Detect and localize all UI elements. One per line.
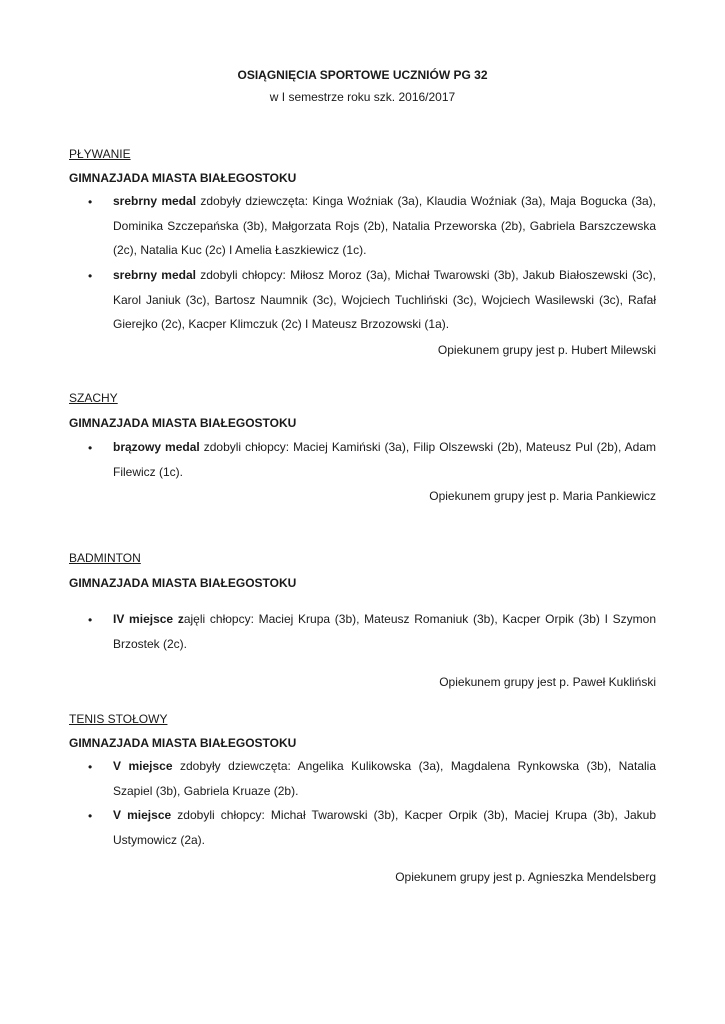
result-highlight: srebrny medal — [113, 268, 196, 282]
document-title: OSIĄGNIĘCIA SPORTOWE UCZNIÓW PG 32 — [237, 68, 488, 82]
bullet-icon: • — [88, 809, 93, 823]
competition-title: GIMNAZJADA MIASTA BIAŁEGOSTOKU — [69, 171, 297, 185]
caretaker-note: Opiekunem grupy jest p. Hubert Milewski — [437, 343, 656, 357]
result-description: zdobyli chłopcy: Miłosz Moroz (3a), Michał Twarowski (3b), Jakub Białoszewski (3c), Karol Janiuk (3c), Bartosz Naumnik (3c), Wojciech Tuchliński (3c), Wojciech Wasilewski (3c), Rafał Gierejko (2c), Kacper Klimczuk (2c) I Mateusz Brzozowski (1a). — [113, 268, 656, 332]
result-item — [113, 607, 656, 656]
result-description: zdobyły dziewczęta: Kinga Woźniak (3a), Klaudia Woźniak (3a), Maja Bogucka (3a), Dominika Szczepańska (3b), Małgorzata Rojs (2b), Natalia Przeworska (2b), Gabriela Barszczewska (2c), Natalia Kuc (2c) I Amelia Łaszkiewicz (1c). — [113, 194, 656, 258]
result-highlight: brązowy medal — [113, 440, 200, 454]
result-item — [113, 435, 656, 484]
bullet-icon: • — [88, 441, 93, 455]
competition-title: GIMNAZJADA MIASTA BIAŁEGOSTOKU — [69, 416, 297, 430]
section-title-swimming: PŁYWANIE — [69, 147, 131, 161]
result-highlight: srebrny medal — [113, 194, 197, 208]
result-description: zdobyły dziewczęta: Angelika Kulikowska (3a), Magdalena Rynkowska (3b), Natalia Szapiel (3b), Gabriela Kruaze (2b). — [113, 759, 656, 798]
result-highlight: V miejsce — [113, 808, 172, 822]
section-title-badminton: BADMINTON — [69, 551, 141, 565]
bullet-icon: • — [88, 195, 93, 209]
bullet-icon: • — [88, 269, 93, 283]
caretaker-note: Opiekunem grupy jest p. Maria Pankiewicz — [429, 489, 656, 503]
result-highlight: IV miejsce z — [113, 612, 184, 626]
competition-title: GIMNAZJADA MIASTA BIAŁEGOSTOKU — [69, 736, 297, 750]
caretaker-note: Opiekunem grupy jest p. Paweł Kukliński — [439, 675, 656, 689]
result-description: zdobyli chłopcy: Maciej Kamiński (3a), Filip Olszewski (2b), Mateusz Pul (2b), Adam Filewicz (1c). — [113, 440, 657, 479]
result-item — [113, 754, 656, 803]
result-item — [113, 189, 656, 263]
section-title-table-tennis: TENIS STOŁOWY — [69, 712, 168, 726]
result-item — [113, 803, 656, 852]
bullet-icon: • — [88, 613, 93, 627]
document-subtitle: w I semestrze roku szk. 2016/2017 — [269, 90, 456, 104]
competition-title: GIMNAZJADA MIASTA BIAŁEGOSTOKU — [69, 576, 297, 590]
section-title-chess: SZACHY — [69, 391, 118, 405]
result-item — [113, 263, 656, 337]
result-highlight: V miejsce — [113, 759, 173, 773]
bullet-icon: • — [88, 760, 93, 774]
result-description: ajęli chłopcy: Maciej Krupa (3b), Mateusz Romaniuk (3b), Kacper Orpik (3b) I Szymon Brzostek (2c). — [113, 612, 656, 651]
result-description: zdobyli chłopcy: Michał Twarowski (3b), Kacper Orpik (3b), Maciej Krupa (3b), Jakub Ustymowicz (2a). — [113, 808, 656, 847]
caretaker-note: Opiekunem grupy jest p. Agnieszka Mendelsberg — [395, 870, 656, 884]
